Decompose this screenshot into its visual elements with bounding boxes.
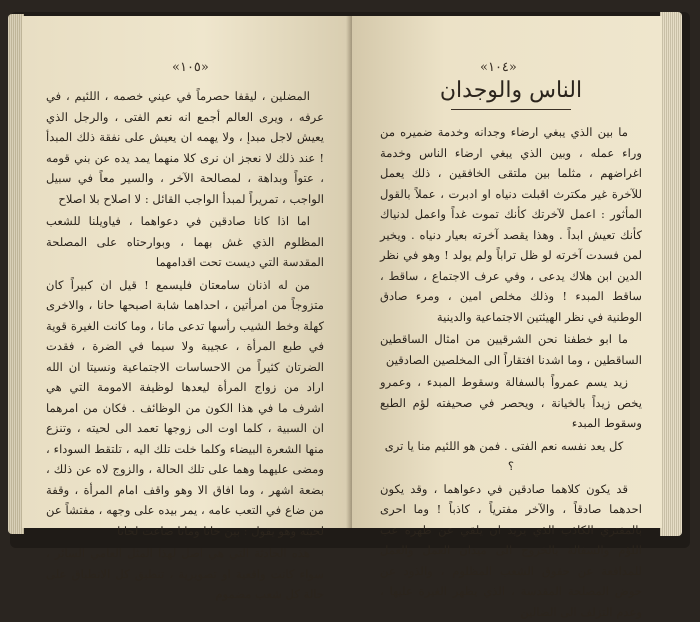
page-number: «١٠٥» [172,60,209,75]
paragraph: المضلين ، ليقفا حصرماً في عيني خصمه ، اللئيم ، في عرفه ، ويرى العالم أجمع انه نعم الفتى ، والرجل الذي يعيش لاجل مبدإ ، ولا يهمه ان يعيش على نفقة ذلك المبدأ ! عند ذلك لا نعجز ان نرى كلا منهما يمد يده عن بني قومه ، عتواً وبداهة ، لمصالحة الآخر ، والسير معاً في سبيل الواجب ، تمريراً لمبدأ الواجب القائل : لا اصلاح بلا اصلاح [46,86,324,209]
paragraph: قد يكون كلاهما صادقين في دعواهما ، وقد يكون احدهما صادقاً ، والآخر مفترياً ، كاذباً ! وما احرى بالمفتري الكاذب الذي يريد ان يلقي عن ظهره عب اللؤم والسفالة بالخروج الى ميدان العمل والعمل للمدافعة عن حقوق الشعب المظلوم ، والذود عن حوض المصلحة المقدسة ، الذي يظهر الغيرة عليها ، وعدم التزلف الى الضالين [380,479,642,622]
page-body [380,122,642,622]
chapter-title: الناس والوجدان [380,78,642,103]
paragraph: اما اذا كانا صادقين في دعواهما ، فياويلنا للشعب المظلوم الذي غش بهما ، وبوارحتاه على المصلحة المقدسة التي ديست تحت اقدامهما [46,211,324,273]
paragraph: ما بين الذي يبغي ارضاء وجدانه وخدمة ضميره من وراء عمله ، وبين الذي يبغي ارضاء الناس وخدمة اغراضهم ، مثلما بين ملتقى الخافقين ، ذلك يعمل للآخرة غير مكترث اقبلت دنياه او ادبرت ، عملاً بالقول المأثور : اعمل لآخرتك كأنك تموت غداً واعمل لدنياك كأنك تعيش ابداً . وهذا يقصد آخرته بعيار دنياه . ويخير لمن فسدت آخرته لو ظل تراباً ولم يولد ! وهو في نظر الدين ابن هلاك يدعى ، وفي عرف الاجتماع ، ساقط ، ساقط المبدء ! وذلك مخلص امين ، ومرء صادق الوطنية في نظر الهيئتين الاجتماعية والدينية [380,122,642,327]
paragraph: من له اذنان سامعتان فليسمع ! قيل ان كبيراً كان متزوجاً من امرأتين ، احداهما شابة اصبحها حانا ، والاخرى كهلة وخط الشيب رأسها تدعى مانا ، وما كانت الغيرة قوية في طبع المرأة ، عجيبة ولا سيما في الضرة ، فقدت الضرتان كثيراً من الاحساسات الاجتماعية ونسيتا ان الله اراد من زواج المرأة ليعدها لوظيفة الامومة التي هي اشرف ما في هذا الكون من الوظائف . فكان من امرهما ان السبية ، كلما اوت الى زوجها تعمد الى لحيته ، وتنزع منها الشعرة البيضاء وكلما خلت تلك اليه ، تلتقط السوداء ، ومضى عليهما وهما على تلك الحالة ، والزوج لاه عن ذلك ، بضعة اشهر ، وما افاق الا وهو واقف امام المرأة ، وقفة من ضاع في التعب عامه ، يمر بيده على وجهه ، مفتشاً عن لحيته وهو يقول : بين حانا ومانا ضاعت لحانا [46,275,324,542]
paragraph: ما ابو خطفنا نحن الشرقيين من امثال الساقطين الساقطين ، وما اشدنا افتقاراً الى المخلصين الصادقين [380,329,642,370]
title-underline [451,109,571,110]
right-page [352,16,662,528]
page-body [46,86,324,605]
left-page [22,16,352,528]
paragraph: هذه الحادثة التي هي اصل لهذا المثل العامي السائر ، سواء كانت واقعية او تصويرية ، تنطبق كل الانطباق على حالة كل شعب مضموم [46,543,324,605]
right-page-edges [660,12,682,536]
paragraph: زيد يسم عمرواً بالسفالة وسقوط المبدء ، وعمرو يخص زيداً بالخيانة ، ويحصر في صحيفته لؤم الطبع وسقوط المبدء [380,372,642,434]
paragraph: كل يعد نفسه نعم الفتى . فمن هو اللئيم منا يا ترى ؟ [380,436,642,477]
page-number: «١٠٤» [480,60,517,75]
